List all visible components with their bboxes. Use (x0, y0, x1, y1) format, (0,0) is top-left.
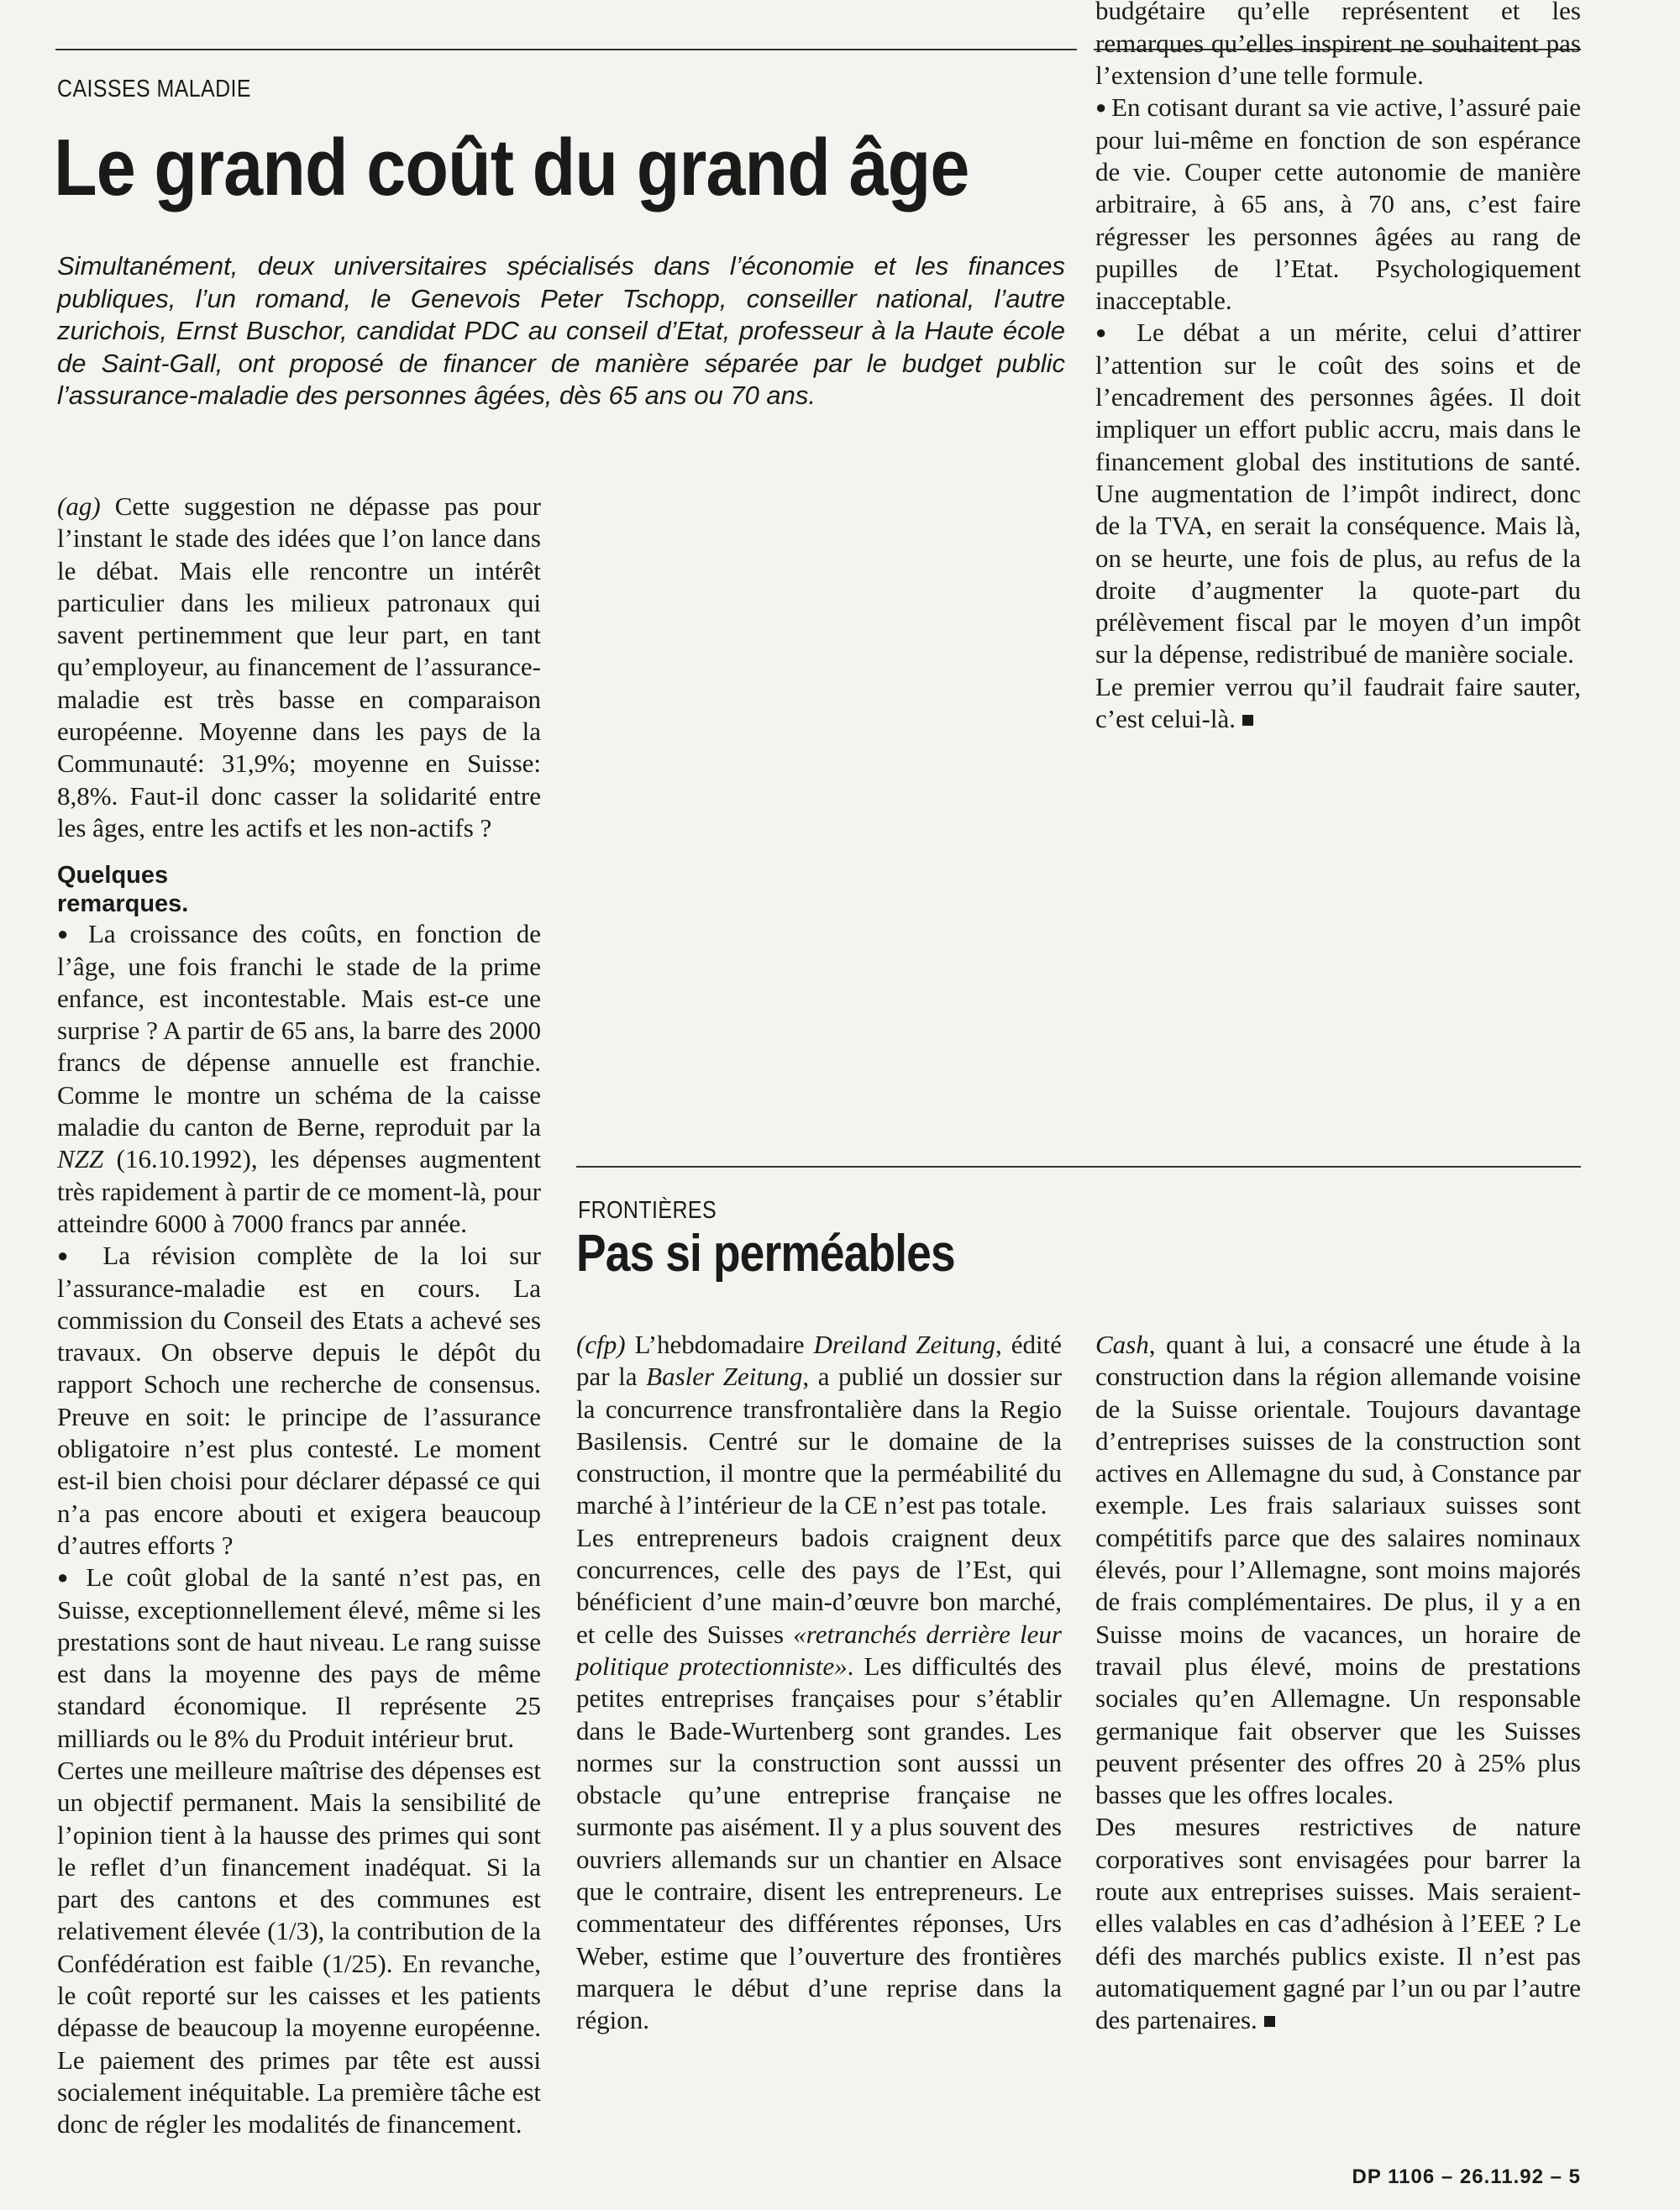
headline-grand-cout: Le grand coût du grand âge (54, 123, 969, 213)
bullet-paragraph-4-continued: ● budgétaire qu’elle représentent et les remarques qu’elles inspirent ne souhaitent pas l’extension d’une telle formule. (1095, 0, 1581, 92)
rubric-caisses-maladie: CAISSES MALADIE (57, 76, 251, 102)
bullet-paragraph-2: ● La révision complète de la loi sur l’assurance-maladie est en cours. La commission du Conseil des Etats a achevé ses travaux. On observe depuis le dépôt du rapport Schoch une recherche de consensus. Preuve en soit: le principe de l’assurance obligatoire n’est plus contesté. Le moment est-il bien choisi pour déclarer dépassé ce qui n’a pas encore abouti et exigera beaucoup d’autres efforts ? (57, 1240, 541, 1562)
top-rule (55, 49, 1077, 50)
bullet-paragraph-3: ● Le coût global de la santé n’est pas, en Suisse, exceptionnellement élevé, même si les prestations sont de haut niveau. Le rang suisse est dans la moyenne des pays de même standard économique. Il représente 25 milliards ou le 8% du Produit intérieur brut. (57, 1562, 541, 1755)
bullet-paragraph-1: ● La croissance des coûts, en fonction de l’âge, une fois franchi le stade de la prime enfance, est incontestable. Mais est-ce une surprise ? A partir de 65 ans, la barre des 2000 francs de dépense annuelle est franchie. Comme le montre un schéma de la caisse maladie du canton de Berne, reproduit par la NZZ (16.10.1992), les dépenses augmentent très rapidement à partir de ce moment-là, pour atteindre 6000 à 7000 francs par année. (57, 918, 541, 1240)
bullet-paragraph-5: ● En cotisant durant sa vie active, l’assuré paie pour lui-même en fonction de son espérance de vie. Couper cette autonomie de manière arbitraire, à 65 ans, à 70 ans, c’est faire régresser les personnes âgées au rang de pupilles de l’Etat. Psychologiquement inacceptable. (1095, 92, 1581, 317)
article1-column-1 (57, 491, 542, 2139)
rubric-frontieres: FRONTIÈRES (578, 1197, 717, 1224)
subheading: Quelques remarques. (57, 862, 189, 918)
bullet-paragraph-6: ● Le débat a un mérite, celui d’attirer l’attention sur le coût des soins et de l’encadrement des personnes âgées. Il doit impliquer un effort public accru, mais dans le financement global des institutions de santé. Une augmentation de l’impôt indirect, donc de la TVA, en serait la conséquence. Mais là, on se heurte, une fois de plus, au refus de la droite d’augmenter la quote-part du prélèvement fiscal par le moyen d’un impôt sur la dépense, redistribué de manière sociale. (1095, 317, 1581, 670)
article2-paragraph-4: Des mesures restrictives de nature corporatives sont envisagées pour barrer la route aux entreprises suisses. Mais seraient-elles valables en cas d’adhésion à l’EEE ? Le défi des marchés publics existe. Il n’est pas automatiquement gagné par l’un ou par l’autre des partenaires. (1095, 1812, 1581, 2035)
article2-paragraph-2: Les entrepreneurs badois craignent deux concurrences, celle des pays de l’Est, qui bénéficient d’une main-d’œuvre bon marché, et celle des Suisses «retranchés derrière leur politique protectionniste». Les difficultés des petites entreprises françaises pour s’établir dans le Bade-Wurtenberg sont grandes. Les normes sur la construction sont ausssi un obstacle qu’une entreprise française ne surmonte pas aisément. Il y a plus souvent des ouvriers allemands sur un chantier en Alsace que le contraire, disent les entrepreneurs. Le commentateur des différentes réponses, Urs Weber, estime que l’ouverture des frontières marquera le début d’une reprise dans la région. (576, 1522, 1063, 2035)
article-lead: Simultanément, deux universitaires spécialisés dans l’économie et les finances publiques, l’un romand, le Genevois Peter Tschopp, conseiller national, l’autre zurichois, Ernst Buschor, candidat PDC au conseil d’Etat, professeur à la Haute école de Saint-Gall, ont proposé de financer de manière séparée par le budget public l’assurance-maladie des personnes âgées, dès 65 ans ou 70 ans. (57, 251, 1065, 410)
closing-paragraph: Le premier verrou qu’il faudrait faire sauter, c’est celui-là. (1095, 671, 1581, 733)
headline-pas-si-permeables: Pas si perméables (576, 1225, 955, 1283)
article2-column-1 (576, 1329, 1062, 2135)
article2-column-2 (1095, 1329, 1581, 2135)
author-tag: (ag) (57, 491, 101, 521)
article1-column-3 (1095, 0, 1581, 1110)
article2-paragraph-3: Cash, quant à lui, a consacré une étude à la construction dans la région allemande voisine de la Suisse orientale. Toujours davantage d’entreprises suisses de la construction sont actives en Allemagne du sud, à Constance par exemple. Les frais salariaux suisses sont compétitifs parce que des salaires nominaux élevés, pour l’Allemagne, sont moins majorés de frais complémentaires. De plus, il y a en Suisse moins de vacances, un horaire de travail plus élevé, moins de prestations sociales qu’en Allemagne. Un responsable germanique fait observer que les Suisses peuvent présenter des offres 20 à 25% plus basses que les offres locales. (1095, 1330, 1581, 1810)
paragraph-certes: Certes une meilleure maîtrise des dépenses est un objectif permanent. Mais la sensibilité de l’opinion tient à la hausse des primes qui sont le reflet d’un financement inadéquat. Si la part des cantons et des communes est relativement élevée (1/3), la contribution de la Confédération est faible (1/25). En revanche, le coût reporté sur les caisses et les patients dépasse de beaucoup la moyenne européenne. Le paiement des primes par tête est aussi socialement inéquitable. La première tâche est donc de régler les modalités de financement. (57, 1755, 541, 2139)
intro-paragraph: (ag) Cette suggestion ne dépasse pas pour l’instant le stade des idées que l’on lance dans le débat. Mais elle rencontre un intérêt particulier dans les milieux patronaux qui savent pertinemment que leur part, en tant qu’employeur, au financement de l’assurance-maladie est très basse en comparaison européenne. Moyenne dans les pays de la Communauté: 31,9%; moyenne en Suisse: 8,8%. Faut-il donc casser la solidarité entre les âges, entre les actifs et les non-actifs ? (57, 491, 541, 843)
end-mark-icon (1264, 2016, 1275, 2027)
article1-column-2 (576, 491, 1062, 1105)
section-rule (576, 1166, 1581, 1168)
end-mark-icon (1242, 715, 1253, 726)
page-footer: DP 1106 – 26.11.92 – 5 (1352, 2165, 1581, 2188)
article2-paragraph-1: (cfp) L’hebdomadaire Dreiland Zeitung, édité par la Basler Zeitung, a publié un dossier sur la concurrence transfrontalière dans la Regio Basilensis. Centré sur le domaine de la construction, il montre que la perméabilité du marché à l’intérieur de la CE n’est pas totale. (576, 1330, 1063, 1520)
